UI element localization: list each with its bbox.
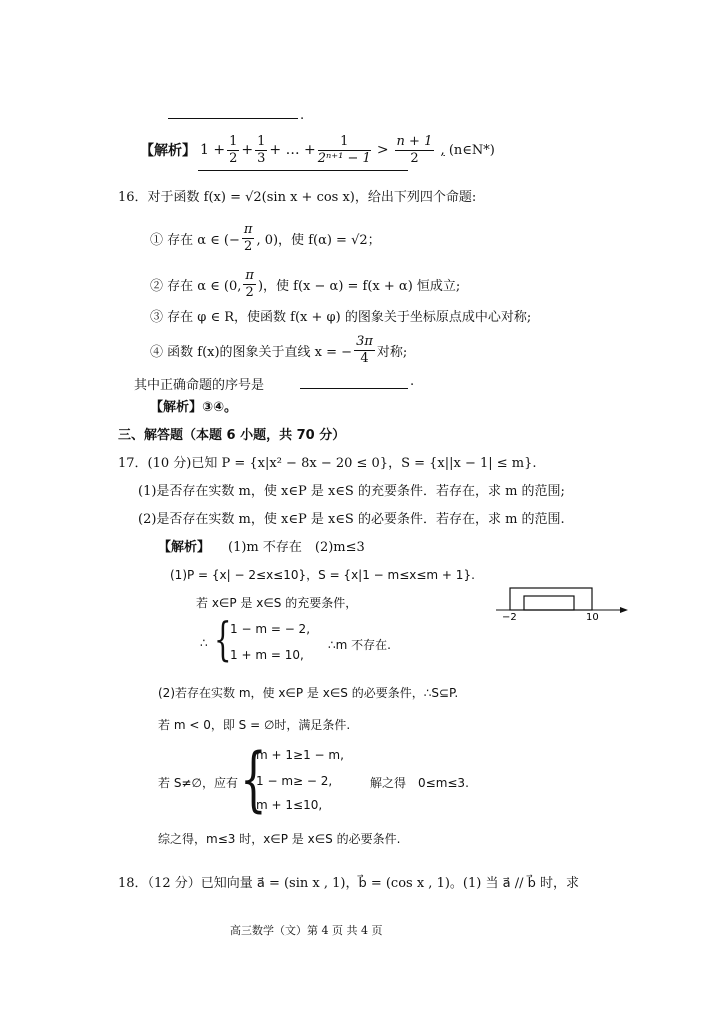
q17-system-1-result: ∴m 不存在. bbox=[328, 638, 391, 652]
q15-frac-2: $\frac{1}{3}$ bbox=[257, 133, 266, 166]
q15-answer-blank bbox=[168, 118, 298, 119]
q17-step-4: 若 m < 0，即 S = ∅时，满足条件. bbox=[158, 718, 351, 732]
q16-prop-3: ③ 存在 φ ∈ R，使函数 f(x + φ) 的图象关于坐标原点成中心对称; bbox=[150, 310, 532, 325]
q16-question-end: . bbox=[410, 374, 415, 389]
q17-part-1: (1)是否存在实数 m，使 x∈P 是 x∈S 的充要条件．若存在，求 m 的范围; bbox=[138, 484, 565, 499]
q17-system-2-result: 解之得 0≤m≤3. bbox=[370, 776, 469, 790]
number-line-left-label: −2 bbox=[502, 612, 517, 622]
page-footer: 高三数学（文）第 4 页 共 4 页 bbox=[230, 924, 383, 937]
q15-frac-1: $\frac{1}{2}$ bbox=[229, 133, 238, 166]
q15-ellipsis: + … + bbox=[269, 142, 316, 158]
section-heading: 三、解答题（本题 6 小题，共 70 分） bbox=[118, 428, 346, 443]
q15-condition: (n∈N*) bbox=[448, 142, 495, 158]
q18-stem: 18．（12 分）已知向量 a⃗ = (sin x , 1)，b⃗ = (cos x , 1)。(1) 当 a⃗ // b⃗ 时，求 bbox=[118, 876, 579, 891]
set-s-interval-box bbox=[524, 596, 574, 610]
q15-gt: > bbox=[376, 142, 389, 158]
q16-p2-frac: $\frac{\pi}{2}$ bbox=[245, 267, 254, 300]
q15-frac-4: $\frac{n + 1}{2}$ bbox=[396, 133, 433, 166]
q17-therefore-1: ∴ bbox=[200, 636, 208, 650]
q17-part-2: (2)是否存在实数 m，使 x∈P 是 x∈S 的必要条件．若存在，求 m 的范围. bbox=[138, 512, 565, 527]
q15-plus: + bbox=[241, 142, 254, 158]
q16-p2-text-a: ② 存在 α ∈ (0, bbox=[150, 278, 242, 294]
q15-solution-line bbox=[140, 128, 495, 172]
q16-prop-4 bbox=[150, 330, 407, 370]
q16-prop-1 bbox=[150, 218, 381, 258]
q16-p1-frac: $\frac{\pi}{2}$ bbox=[243, 221, 253, 254]
q16-p4-frac: $\frac{3\pi}{4}$ bbox=[356, 333, 373, 366]
q15-expr-start: 1 + bbox=[200, 142, 226, 158]
q17-step-1: (1)P = {x| − 2≤x≤10}，S = {x|1 − m≤x≤m + 1}. bbox=[170, 568, 475, 582]
q17-jiexi-answer: (1)m 不存在 (2)m≤3 bbox=[228, 540, 365, 555]
q17-step-3: (2)若存在实数 m，使 x∈P 是 x∈S 的必要条件，∴S⊆P. bbox=[158, 686, 459, 700]
q17-system-1-eq-b: 1 + m = 10, bbox=[230, 648, 304, 662]
q17-system-2-eq-b: 1 − m≥ − 2, bbox=[256, 774, 333, 788]
q16-answer-blank bbox=[300, 388, 408, 389]
q15-frac-3: $\frac{1}{\text{2ⁿ⁺¹ − 1}}$ bbox=[317, 133, 371, 166]
number-line-right-label: 10 bbox=[586, 612, 599, 622]
q16-p4-text-a: ④ 函数 f(x)的图象关于直线 x = − bbox=[150, 344, 353, 360]
q17-jiexi-label: 【解析】 bbox=[158, 540, 211, 555]
q17-system-2-brace: { bbox=[240, 738, 267, 820]
q17-conclusion: 综之得，m≤3 时，x∈P 是 x∈S 的必要条件. bbox=[158, 832, 401, 846]
q15-jiexi-label: 【解析】 bbox=[140, 143, 196, 159]
number-line-diagram bbox=[492, 580, 632, 622]
q16-p2-text-b: )，使 f(x − α) = f(x + α) 恒成立; bbox=[257, 278, 461, 294]
set-p-interval-box bbox=[510, 588, 592, 610]
q15-blank-end: . bbox=[300, 108, 305, 123]
q17-stem: 17．(10 分)已知 P = {x|x² − 8x − 20 ≤ 0}，S = {x||x − 1| ≤ m}. bbox=[118, 456, 537, 471]
q17-system-2-eq-a: m + 1≥1 − m, bbox=[256, 748, 344, 762]
q16-prop-2 bbox=[150, 264, 460, 304]
q16-question: 其中正确命题的序号是 bbox=[134, 378, 265, 393]
number-line-arrow bbox=[620, 607, 628, 613]
q17-system-2-eq-c: m + 1≤10, bbox=[256, 798, 323, 812]
q16-intro: 16．对于函数 f(x) = √2(sin x + cos x)，给出下列四个命题: bbox=[118, 190, 477, 205]
q16-p1-text-b: , 0)，使 f(α) = √2； bbox=[256, 232, 381, 248]
q17-step-2: 若 x∈P 是 x∈S 的充要条件， bbox=[196, 596, 358, 610]
q15-solution-underline bbox=[198, 170, 408, 171]
q16-answer: 【解析】③④。 bbox=[150, 400, 238, 415]
q17-system-1-eq-a: 1 − m = − 2, bbox=[230, 622, 311, 636]
q15-comma: , bbox=[440, 142, 445, 158]
q16-p1-text-a: ① 存在 α ∈ (− bbox=[150, 232, 240, 248]
q17-system-1-brace: { bbox=[214, 612, 232, 666]
q17-step-5-prefix: 若 S≠∅，应有 bbox=[158, 776, 238, 790]
q16-p4-text-b: 对称; bbox=[376, 344, 408, 360]
